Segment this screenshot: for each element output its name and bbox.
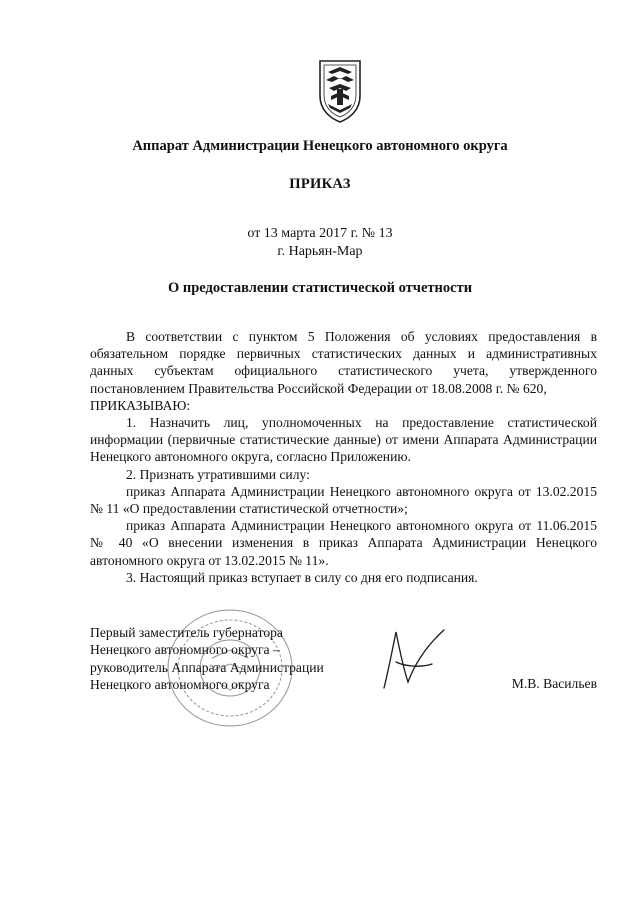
organization-title: Аппарат Администрации Ненецкого автономного округа [132, 138, 508, 154]
preamble-paragraph: В соответствии с пунктом 5 Положения об условиях предоставления в обязательном порядке первичных статистических данных и административных данных субъектам официального статистического учета, утвержденного постановлением Правительства Российской Федерации от 18.08.2008 г. № 620, [90, 329, 597, 396]
order-item-3: 3. Настоящий приказ вступает в силу со дня его подписания. [126, 569, 478, 585]
position-line: Ненецкого автономного округа – [90, 642, 280, 658]
document-type: ПРИКАЗ [289, 176, 351, 192]
signatory-name: М.В. Васильев [511, 676, 597, 691]
document-place: г. Нарьян-Мар [277, 244, 363, 259]
order-item-2: 2. Признать утратившими силу: [126, 466, 310, 482]
position-line: Ненецкого автономного округа [90, 677, 270, 693]
repealed-order-2: приказ Аппарата Администрации Ненецкого автономного округа от 11.06.2015 № 40 «О внесении изменения в приказ Аппарата Администрации Ненецкого автономного округа от 13.02.2015 № 11». [90, 518, 597, 568]
nenets-coat-of-arms-icon [316, 58, 364, 124]
document-date-number: от 13 марта 2017 г. № 13 [247, 226, 393, 241]
document-body [90, 328, 597, 586]
position-line: руководитель Аппарата Администрации [90, 659, 324, 675]
order-item-1: 1. Назначить лиц, уполномоченных на предоставление статистической информации (первичные статистические данные) от имени Аппарата Администрации Ненецкого автономного округа, согласно Приложению. [90, 415, 597, 465]
repealed-order-1: приказ Аппарата Администрации Ненецкого автономного округа от 13.02.2015 № 11 «О предоставлении статистической отчетности»; [90, 483, 597, 517]
document-subject: О предоставлении статистической отчетности [167, 280, 473, 296]
position-line: Первый заместитель губернатора [90, 625, 283, 640]
order-keyword: ПРИКАЗЫВАЮ: [90, 397, 191, 413]
handwritten-signature-icon [374, 622, 454, 694]
